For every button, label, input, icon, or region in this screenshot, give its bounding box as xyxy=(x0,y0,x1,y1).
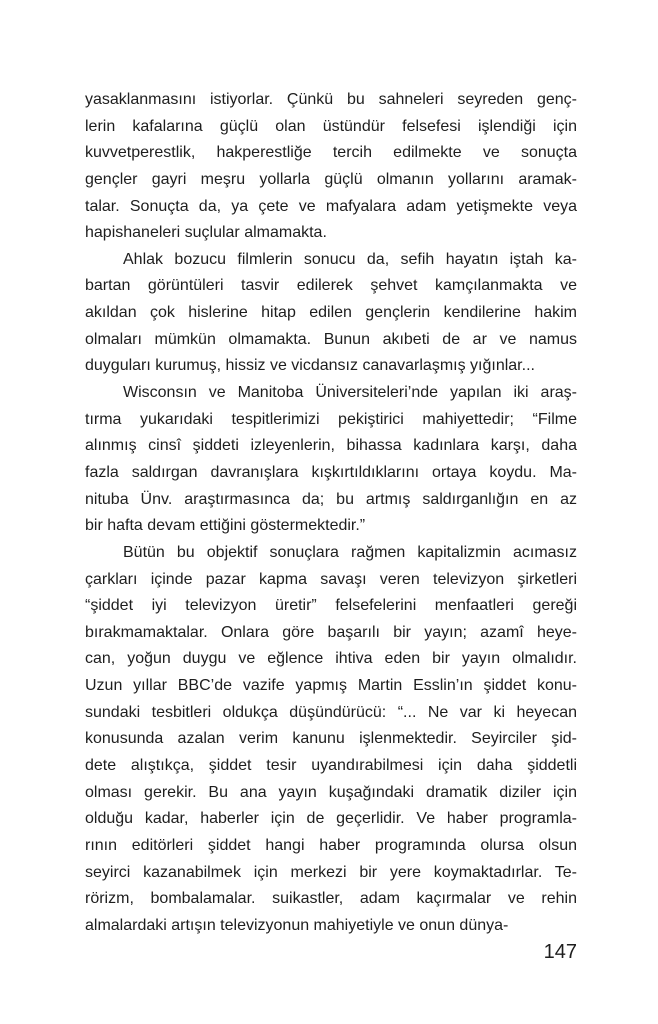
text-line: kuvvetperestlik, hakperestliğe tercih edilmekte ve sonuçta xyxy=(85,144,577,162)
text-line: olduğu kadar, haberler için de geçerlidir. Ve haber programla- xyxy=(85,810,577,828)
text-line: talar. Sonuçta da, ya çete ve mafyalara adam yetişmekte veya xyxy=(85,197,577,215)
text-line: almalardaki artışın televizyonun mahiyetiyle ve onun dünya- xyxy=(85,916,509,934)
paragraph xyxy=(85,247,577,380)
text-line: lerin kafalarına güçlü olan üstündür felsefesi işlendiği için xyxy=(85,117,577,135)
text-line: alınmış cinsî şiddeti izleyenlerin, bihassa kadınlara karşı, daha xyxy=(85,437,577,455)
text-line: Uzun yıllar BBC’de vazife yapmış Martin Esslin’ın şiddet konu- xyxy=(85,677,577,695)
paragraph xyxy=(85,380,577,540)
text-line: dete alıştıkça, şiddet tesir uyandırabilmesi için daha şiddetli xyxy=(85,757,577,775)
text-line: bartan görüntüleri tasvir edilerek şehvet kamçılanmakta ve xyxy=(85,277,577,295)
paragraph xyxy=(85,87,577,247)
text-line: bir hafta devam ettiğini göstermektedir.” xyxy=(85,517,366,535)
text-line: seyirci kazanabilmek için merkezi bir yere koymaktadırlar. Te- xyxy=(85,863,577,881)
text-line: tırma yukarıdaki tespitlerimizi pekiştirici mahiyettedir; “Filme xyxy=(85,410,577,428)
page-number: 147 xyxy=(543,941,577,963)
text-line: çarkları içinde pazar kapma savaşı veren televizyon şirketleri xyxy=(85,570,577,588)
text-line: hapishaneleri suçlular almamakta. xyxy=(85,224,327,242)
text-line: nituba Ünv. araştırmasınca da; bu artmış saldırganlığın en az xyxy=(85,490,577,508)
text-line: bırakmamaktalar. Onlara göre başarılı bir yayın; azamî heye- xyxy=(85,623,577,641)
page-text xyxy=(85,87,577,940)
text-line: olması gerekir. Bu ana yayın kuşağındaki dramatik diziler için xyxy=(85,783,577,801)
text-line: “şiddet iyi televizyon üretir” felsefelerini menfaatleri gereği xyxy=(85,597,577,615)
text-line: duyguları kurumuş, hissiz ve vicdansız canavarlaşmış yığınlar... xyxy=(85,357,535,375)
text-line: can, yoğun duygu ve eğlence ihtiva eden bir yayın olmalıdır. xyxy=(85,650,577,668)
text-line: fazla saldırgan davranışlara kışkırtıldıklarını ortaya koydu. Ma- xyxy=(85,463,577,481)
text-line: Ahlak bozucu filmlerin sonucu da, sefih hayatın iştah ka- xyxy=(123,250,577,268)
paragraph xyxy=(85,540,577,940)
text-line: Bütün bu objektif sonuçlara rağmen kapitalizmin acımasız xyxy=(123,543,577,561)
text-line: akıldan çok hislerine hitap edilen gençlerin kendilerine hakim xyxy=(85,304,577,322)
text-line: konusunda azalan verim kanunu işlenmektedir. Seyirciler şid- xyxy=(85,730,577,748)
text-line: Wisconsın ve Manitoba Üniversiteleri’nde yapılan iki araş- xyxy=(123,384,577,402)
text-line: gençler gayri meşru yollarla güçlü olmanın yollarını aramak- xyxy=(85,170,577,188)
text-line: rörizm, bombalamalar. suikastler, adam kaçırmalar ve rehin xyxy=(85,890,577,908)
text-line: yasaklanmasını istiyorlar. Çünkü bu sahneleri seyreden genç- xyxy=(85,91,577,108)
text-line: olmaları mümkün olmamakta. Bunun akıbeti de ar ve namus xyxy=(85,330,577,348)
text-line: sundaki tesbitleri oldukça düşündürücü: “... Ne var ki heyecan xyxy=(85,703,577,721)
text-line: rının editörleri şiddet hangi haber programında olursa olsun xyxy=(85,836,577,854)
